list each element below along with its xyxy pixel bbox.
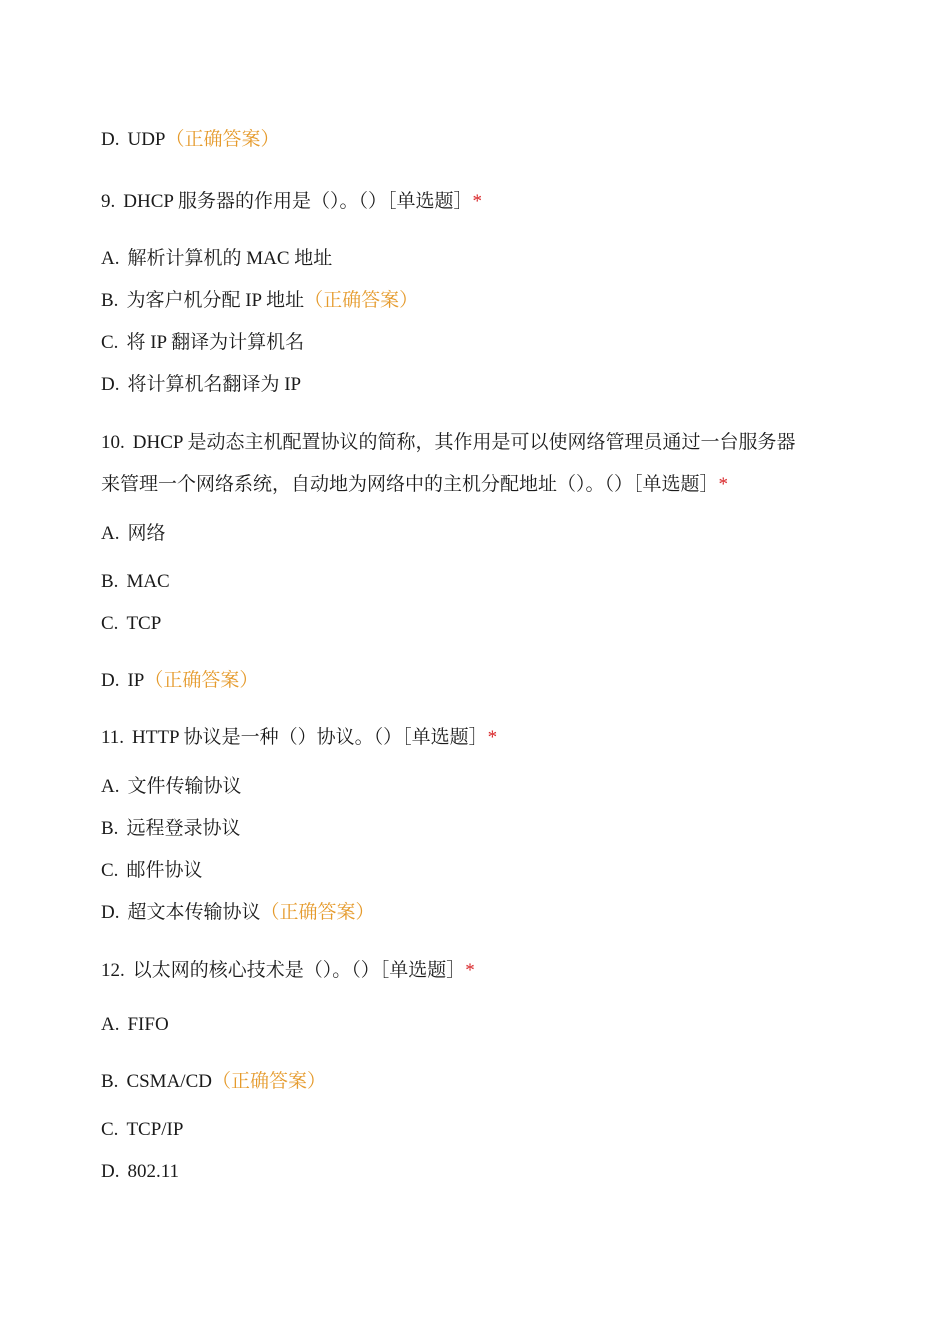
option-text: 为客户机分配 IP 地址 <box>126 290 305 311</box>
option-text: 网络 <box>127 523 166 544</box>
q9-option-d <box>101 373 870 397</box>
question-10-line-2 <box>101 473 870 497</box>
q9-option-b <box>101 289 870 313</box>
question-text: 以太网的核心技术是（）。（）［单选题］ <box>132 960 466 981</box>
question-text: DHCP 服务器的作用是（）。（）［单选题］ <box>123 191 473 212</box>
q10-option-b <box>101 570 870 594</box>
question-11 <box>101 726 870 750</box>
q11-option-d <box>101 901 870 925</box>
option-text: IP <box>127 670 145 691</box>
option-label: D. <box>101 129 120 150</box>
question-number: 11. <box>101 727 125 748</box>
q11-option-b <box>101 817 870 841</box>
correct-answer-mark: （正确答案） <box>165 129 280 150</box>
option-text: UDP <box>127 129 166 150</box>
required-star: * <box>718 474 729 495</box>
option-label: D. <box>101 902 120 923</box>
option-text: 文件传输协议 <box>127 776 242 797</box>
question-number: 12. <box>101 960 125 981</box>
q11-option-a <box>101 775 870 799</box>
option-label: B. <box>101 1071 119 1092</box>
option-label: D. <box>101 374 120 395</box>
q10-option-c <box>101 612 870 636</box>
option-d-udp <box>101 128 870 152</box>
q10-option-d <box>101 669 870 693</box>
q9-option-a <box>101 247 870 271</box>
required-star: * <box>465 960 475 981</box>
q10-option-a <box>101 522 870 546</box>
option-label: A. <box>101 1014 120 1035</box>
question-9 <box>101 190 870 214</box>
correct-answer-mark: （正确答案） <box>304 290 419 311</box>
option-label: C. <box>101 332 119 353</box>
correct-answer-mark: （正确答案） <box>260 902 375 923</box>
option-label: A. <box>101 776 120 797</box>
question-text: DHCP 是动态主机配置协议的简称，其作用是可以使网络管理员通过一台服务器 <box>132 432 796 453</box>
option-text: 远程登录协议 <box>126 818 241 839</box>
option-text: TCP <box>126 613 162 634</box>
question-number: 10. <box>101 432 125 453</box>
q11-option-c <box>101 859 870 883</box>
option-label: C. <box>101 613 119 634</box>
correct-answer-mark: （正确答案） <box>211 1071 326 1092</box>
option-text: CSMA/CD <box>126 1071 212 1092</box>
question-12 <box>101 959 870 983</box>
option-text: FIFO <box>127 1014 169 1035</box>
option-label: D. <box>101 1161 120 1182</box>
option-label: A. <box>101 523 120 544</box>
option-text: 邮件协议 <box>126 860 203 881</box>
option-text: 将 IP 翻译为计算机名 <box>126 332 305 353</box>
option-text: 超文本传输协议 <box>127 902 261 923</box>
option-text: TCP/IP <box>126 1119 184 1140</box>
option-text: 将计算机名翻译为 IP <box>127 374 302 395</box>
option-label: C. <box>101 1119 119 1140</box>
q12-option-d <box>101 1160 870 1184</box>
option-label: B. <box>101 571 119 592</box>
option-label: D. <box>101 670 120 691</box>
correct-answer-mark: （正确答案） <box>144 670 259 691</box>
option-label: B. <box>101 818 119 839</box>
required-star: * <box>487 727 498 748</box>
option-text: 解析计算机的 MAC 地址 <box>127 248 333 269</box>
question-text: 来管理一个网络系统，自动地为网络中的主机分配地址（）。（）［单选题］ <box>101 474 719 495</box>
q12-option-c <box>101 1118 870 1142</box>
option-text: MAC <box>126 571 170 592</box>
question-number: 9. <box>101 191 116 212</box>
question-text: HTTP 协议是一种（）协议。（）［单选题］ <box>132 727 488 748</box>
required-star: * <box>472 191 482 212</box>
q12-option-a <box>101 1013 870 1037</box>
option-label: C. <box>101 860 119 881</box>
option-text: 802.11 <box>127 1161 180 1182</box>
q9-option-c <box>101 331 870 355</box>
q12-option-b <box>101 1070 870 1094</box>
option-label: B. <box>101 290 119 311</box>
option-label: A. <box>101 248 120 269</box>
question-10-line-1 <box>101 431 870 455</box>
